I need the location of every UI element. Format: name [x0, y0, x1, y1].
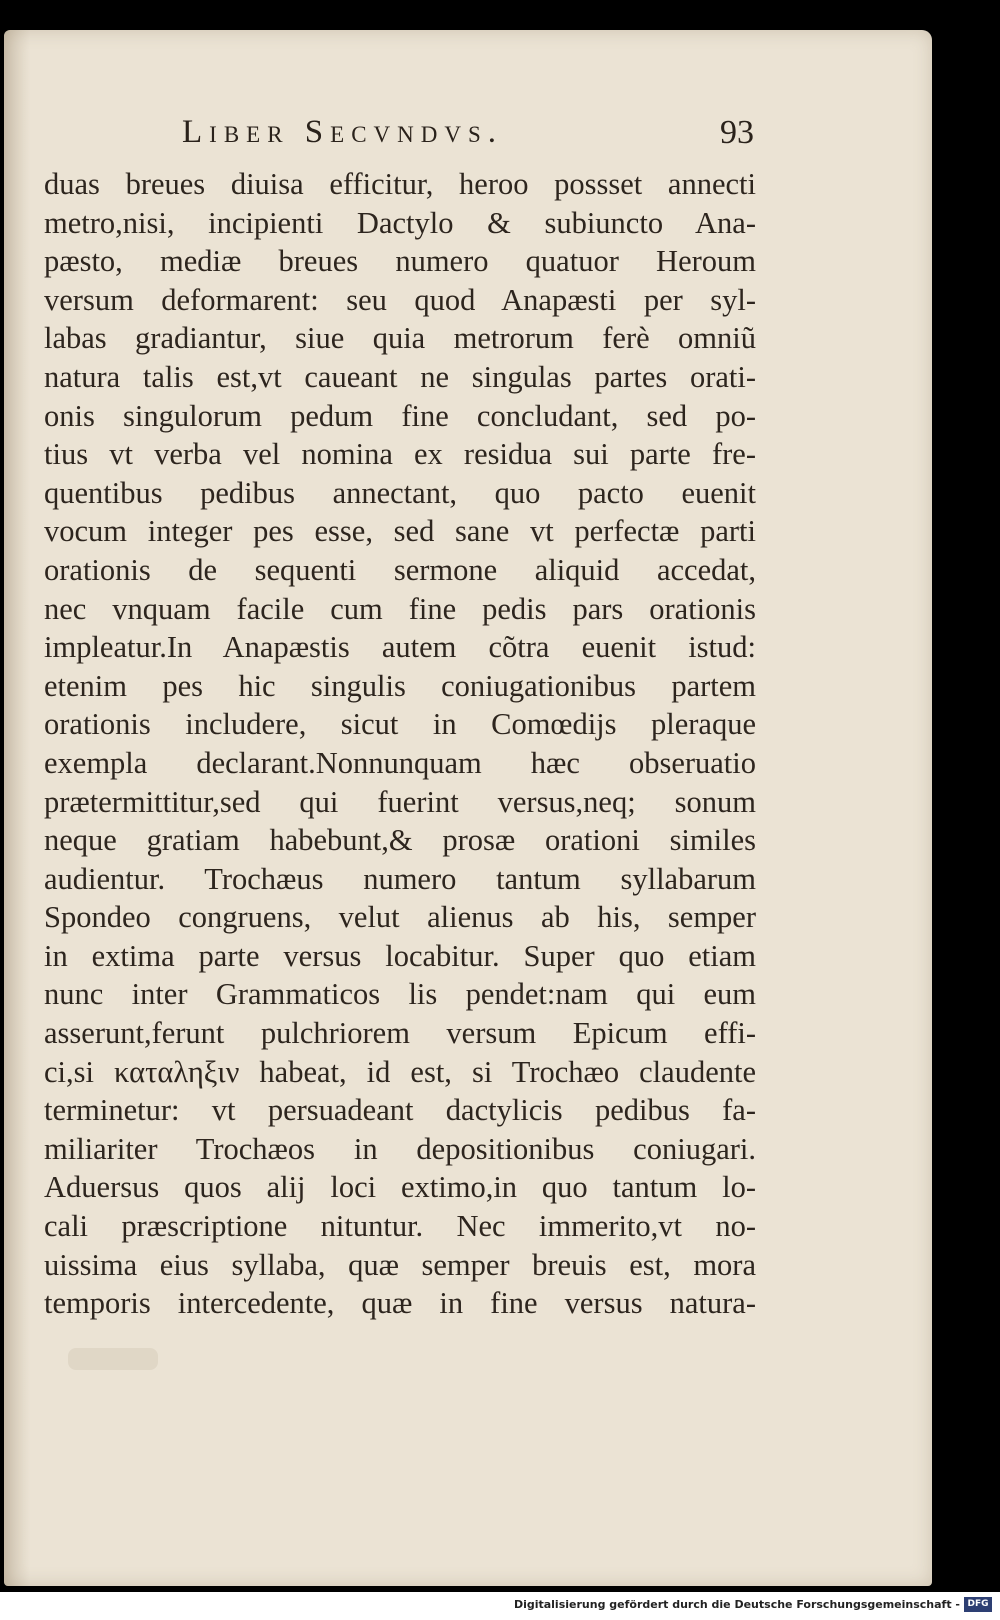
- page-header: [174, 114, 754, 170]
- text-line: exempla declarant.Nonnunquam hæc obseruatio: [44, 745, 756, 780]
- text-line: labas gradiantur, siue quia metrorum ferè omniũ: [44, 321, 756, 356]
- text-line: tius vt verba vel nomina ex residua sui parte fre-: [44, 437, 756, 472]
- text-line: terminetur: vt persuadeant dactylicis pedibus fa-: [44, 1093, 756, 1128]
- footer-bar: [0, 1592, 1000, 1620]
- funding-credit: Digitalisierung gefördert durch die Deutsche Forschungsgemeinschaft -: [513, 1598, 960, 1611]
- text-line: audientur. Trochæus numero tantum syllabarum: [44, 861, 756, 896]
- text-line: temporis intercedente, quæ in fine versus natura-: [44, 1286, 756, 1321]
- text-line: nec vnquam facile cum fine pedis pars orationis: [44, 591, 756, 626]
- text-line: cali præscriptione nituntur. Nec immerito,vt no-: [44, 1209, 756, 1244]
- text-line: natura talis est,vt caueant ne singulas partes orati-: [44, 359, 756, 394]
- page-number: 93: [720, 114, 754, 151]
- text-line: in extima parte versus locabitur. Super quo etiam: [44, 938, 756, 973]
- running-head: Liber Secvndvs.: [182, 114, 504, 150]
- text-line: uissima eius syllaba, quæ semper breuis est, mora: [44, 1247, 756, 1282]
- text-line: metro,nisi, incipienti Dactylo & subiuncto Ana-: [44, 205, 756, 240]
- text-line: miliariter Trochæos in depositionibus coniugari.: [44, 1131, 756, 1166]
- text-line: neque gratiam habebunt,& prosæ orationi similes: [44, 823, 756, 858]
- text-line: orationis de sequenti sermone aliquid accedat,: [44, 552, 756, 587]
- text-line: vocum integer pes esse, sed sane vt perfectæ parti: [44, 514, 756, 549]
- body-text: [44, 165, 756, 1323]
- text-line: Spondeo congruens, velut alienus ab his, semper: [44, 900, 756, 935]
- text-line: etenim pes hic singulis coniugationibus partem: [44, 668, 756, 703]
- text-line: orationis includere, sicut in Comœdijs pleraque: [44, 707, 756, 742]
- text-line: duas breues diuisa efficitur, heroo possset annecti: [44, 167, 756, 201]
- text-line: onis singulorum pedum fine concludant, sed po-: [44, 398, 756, 433]
- text-line: Aduersus quos alij loci extimo,in quo tantum lo-: [44, 1170, 756, 1205]
- text-line: pæsto, mediæ breues numero quatuor Heroum: [44, 244, 756, 279]
- ink-smudge: [68, 1348, 158, 1370]
- dfg-logo-icon: DFG: [964, 1597, 992, 1612]
- text-line: quentibus pedibus annectant, quo pacto euenit: [44, 475, 756, 510]
- text-line: ci,si καταληξιν habeat, id est, si Trochæo claudente: [44, 1054, 756, 1089]
- text-line: impleatur.In Anapæstis autem cõtra euenit istud:: [44, 630, 756, 665]
- text-line: versum deformarent: seu quod Anapæsti per syl-: [44, 282, 756, 317]
- text-line: asserunt,ferunt pulchriorem versum Epicum effi-: [44, 1016, 756, 1051]
- book-page: [4, 30, 932, 1586]
- text-line: nunc inter Grammaticos lis pendet:nam qui eum: [44, 977, 756, 1012]
- text-line: prætermittitur,sed qui fuerint versus,neq; sonum: [44, 784, 756, 819]
